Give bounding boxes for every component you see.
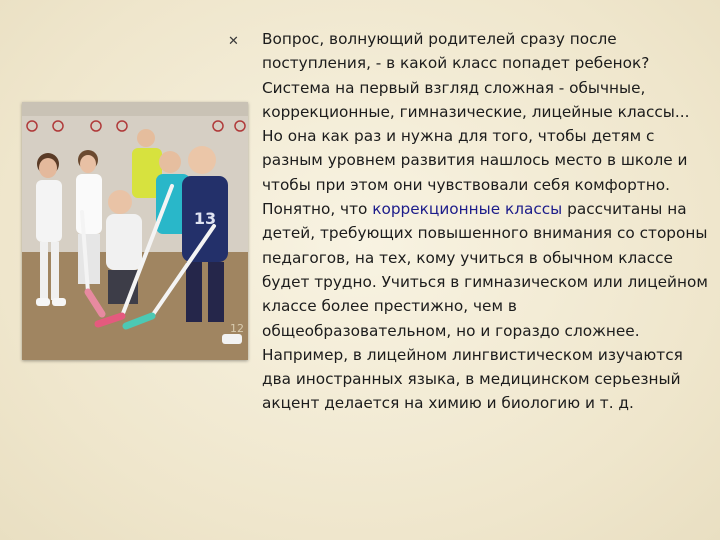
students-hockey-photo <box>22 102 248 360</box>
paragraph-2-suffix: рассчитаны на детей, требующих повышенного внимания со стороны педагогов, на тех, кому учиться в обычном классе будет трудно. Учиться в гимназическом или лицейном классе более престижно, чем в общеобразовательном, но и гораздо сложнее. Например, в лицейном лингвистическом изучаются два иностранных языка, в медицинском серьезный акцент делается на химию и биологию и т. д. <box>262 200 708 413</box>
corner-number: 12 <box>230 322 244 335</box>
paragraph-2-prefix: Понятно, что <box>262 200 373 219</box>
paragraph-1: Вопрос, волнующий родителей сразу после поступления, - в какой класс попадет ребенок? Система на первый взгляд сложная - обычные, коррекционные, гимназические, лицейные классы... Но она как раз и нужна для того, чтобы детям с разным уровнем развития нашлось место в школе и чтобы при этом они чувствовали себя комфортно. <box>262 30 690 194</box>
body-text <box>262 27 708 416</box>
photo-illustration <box>22 102 248 360</box>
bullet-x-icon: ✕ <box>228 34 239 49</box>
jersey-number: 13 <box>193 209 217 228</box>
paragraph-2 <box>262 197 708 416</box>
highlight-term: коррекционные классы <box>372 200 563 219</box>
